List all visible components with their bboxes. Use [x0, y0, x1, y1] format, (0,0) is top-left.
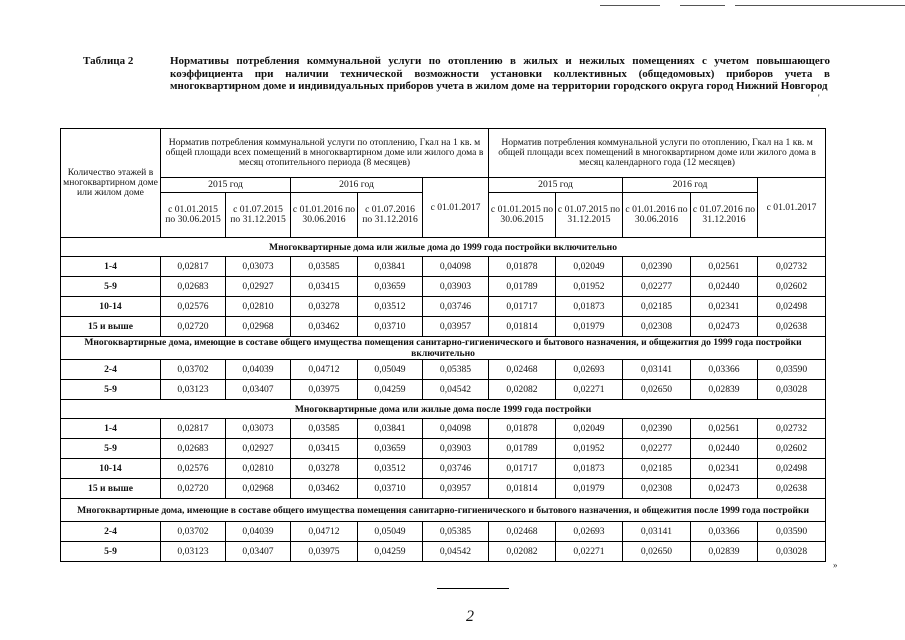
period-header: с 01.07.2016 по 31.12.2016: [358, 193, 423, 238]
floors-cell: 5-9: [61, 542, 161, 562]
value-cell: 0,03975: [291, 542, 358, 562]
value-cell: 0,02638: [758, 317, 826, 337]
value-cell: 0,02498: [758, 459, 826, 479]
value-cell: 0,03975: [291, 380, 358, 400]
value-cell: 0,02561: [691, 419, 758, 439]
value-cell: 0,05385: [423, 522, 489, 542]
table-row: [61, 257, 826, 277]
floors-cell: 15 и выше: [61, 317, 161, 337]
value-cell: 0,02650: [623, 380, 691, 400]
value-cell: 0,03659: [358, 439, 423, 459]
value-cell: 0,03028: [758, 380, 826, 400]
closing-quote-mark: »: [833, 560, 838, 570]
year-header-2015: 2015 год: [161, 178, 291, 193]
value-cell: 0,03746: [423, 459, 489, 479]
table-row: [61, 419, 826, 439]
value-cell: 0,02390: [623, 257, 691, 277]
period-header: с 01.01.2017: [423, 178, 489, 238]
table-row: [61, 277, 826, 297]
value-cell: 0,02082: [489, 542, 556, 562]
value-cell: 0,04259: [358, 542, 423, 562]
value-cell: 0,03407: [226, 542, 291, 562]
floors-cell: 5-9: [61, 277, 161, 297]
value-cell: 0,03073: [226, 419, 291, 439]
table-row: [61, 297, 826, 317]
value-cell: 0,02720: [161, 317, 226, 337]
section-title: Многоквартирные дома, имеющие в составе общего имущества помещения санитарно-гигиенического и бытового назначения, и общежития после 1999 года постройки: [61, 499, 826, 522]
value-cell: 0,02683: [161, 439, 226, 459]
value-cell: 0,01873: [556, 459, 623, 479]
value-cell: 0,03841: [358, 257, 423, 277]
value-cell: 0,02693: [556, 522, 623, 542]
value-cell: 0,03710: [358, 317, 423, 337]
section-header-row: [61, 499, 826, 522]
value-cell: 0,02185: [623, 297, 691, 317]
year-header-2016: 2016 год: [623, 178, 758, 193]
value-cell: 0,02277: [623, 277, 691, 297]
value-cell: 0,02650: [623, 542, 691, 562]
period-header: с 01.07.2015 по 31.12.2015: [556, 193, 623, 238]
value-cell: 0,01789: [489, 277, 556, 297]
floors-cell: 5-9: [61, 439, 161, 459]
period-header: с 01.07.2016 по 31.12.2016: [691, 193, 758, 238]
value-cell: 0,03415: [291, 277, 358, 297]
table-caption-text: Нормативы потребления коммунальной услуги по отоплению в жилых и нежилых помещениях с учетом повышающего коэффициента при наличии технической возможности установки коллективных (общедомовых) приборов учета в многоквартирном доме и индивидуальных приборов учета в жилом доме на территории городского округа город Нижний Новгород: [170, 55, 830, 92]
value-cell: 0,02683: [161, 277, 226, 297]
value-cell: 0,03278: [291, 297, 358, 317]
value-cell: 0,02440: [691, 277, 758, 297]
section-title: Многоквартирные дома или жилые дома до 1999 года постройки включительно: [61, 238, 826, 257]
value-cell: 0,01878: [489, 419, 556, 439]
value-cell: 0,03141: [623, 522, 691, 542]
value-cell: 0,02817: [161, 257, 226, 277]
value-cell: 0,03659: [358, 277, 423, 297]
value-cell: 0,01952: [556, 439, 623, 459]
section-title: Многоквартирные дома, имеющие в составе общего имущества помещения санитарно-гигиенического и бытового назначения, и общежития до 1999 года постройки включительно: [61, 337, 826, 360]
value-cell: 0,02839: [691, 380, 758, 400]
value-cell: 0,02576: [161, 459, 226, 479]
value-cell: 0,03462: [291, 317, 358, 337]
value-cell: 0,02602: [758, 277, 826, 297]
value-cell: 0,02927: [226, 277, 291, 297]
value-cell: 0,02693: [556, 360, 623, 380]
floors-cell: 5-9: [61, 380, 161, 400]
value-cell: 0,02810: [226, 459, 291, 479]
table-row: [61, 459, 826, 479]
value-cell: 0,02968: [226, 479, 291, 499]
value-cell: 0,02341: [691, 459, 758, 479]
value-cell: 0,05049: [358, 360, 423, 380]
value-cell: 0,03028: [758, 542, 826, 562]
value-cell: 0,03903: [423, 439, 489, 459]
value-cell: 0,03585: [291, 257, 358, 277]
value-cell: 0,02810: [226, 297, 291, 317]
year-header-2015: 2015 год: [489, 178, 623, 193]
page-number: 2: [466, 608, 474, 625]
value-cell: 0,02049: [556, 419, 623, 439]
value-cell: 0,03903: [423, 277, 489, 297]
value-cell: 0,03366: [691, 360, 758, 380]
value-cell: 0,03073: [226, 257, 291, 277]
value-cell: 0,03123: [161, 542, 226, 562]
table-row: [61, 522, 826, 542]
period-header: с 01.01.2016 по 30.06.2016: [291, 193, 358, 238]
value-cell: 0,04098: [423, 419, 489, 439]
separator-line: [437, 588, 509, 589]
value-cell: 0,03841: [358, 419, 423, 439]
value-cell: 0,05385: [423, 360, 489, 380]
value-cell: 0,04098: [423, 257, 489, 277]
floors-cell: 15 и выше: [61, 479, 161, 499]
value-cell: 0,03702: [161, 522, 226, 542]
value-cell: 0,03462: [291, 479, 358, 499]
value-cell: 0,02927: [226, 439, 291, 459]
scan-edge-line: [680, 5, 725, 6]
table-row: [61, 360, 826, 380]
table-row: [61, 317, 826, 337]
scan-edge-line: [735, 5, 905, 6]
section-header-row: [61, 238, 826, 257]
value-cell: 0,01814: [489, 317, 556, 337]
value-cell: 0,04039: [226, 522, 291, 542]
value-cell: 0,03512: [358, 297, 423, 317]
group-header-heating-period: Норматив потребления коммунальной услуги по отоплению, Гкал на 1 кв. м общей площади всех помещений в многоквартирном доме или жилого дома в месяц отопительного периода (8 месяцев): [161, 129, 489, 178]
value-cell: 0,02839: [691, 542, 758, 562]
value-cell: 0,02561: [691, 257, 758, 277]
value-cell: 0,02440: [691, 439, 758, 459]
value-cell: 0,03702: [161, 360, 226, 380]
value-cell: 0,03590: [758, 522, 826, 542]
value-cell: 0,05049: [358, 522, 423, 542]
table-row: [61, 380, 826, 400]
value-cell: 0,02576: [161, 297, 226, 317]
value-cell: 0,04039: [226, 360, 291, 380]
value-cell: 0,04712: [291, 522, 358, 542]
value-cell: 0,02468: [489, 522, 556, 542]
value-cell: 0,02271: [556, 380, 623, 400]
floors-cell: 1-4: [61, 257, 161, 277]
value-cell: 0,02473: [691, 479, 758, 499]
floors-cell: 1-4: [61, 419, 161, 439]
value-cell: 0,02473: [691, 317, 758, 337]
floors-cell: 2-4: [61, 522, 161, 542]
floors-cell: 10-14: [61, 459, 161, 479]
group-header-calendar-year: Норматив потребления коммунальной услуги по отоплению, Гкал на 1 кв. м общей площади всех помещений в многоквартирном доме или жилого дома в месяц календарного года (12 месяцев): [489, 129, 826, 178]
row-label-header: Количество этажей в многоквартирном доме или жилом доме: [61, 129, 161, 238]
value-cell: 0,03746: [423, 297, 489, 317]
value-cell: 0,01717: [489, 459, 556, 479]
scan-edge-line: [600, 5, 660, 6]
value-cell: 0,02968: [226, 317, 291, 337]
table-caption-label: Таблица 2: [83, 55, 134, 67]
value-cell: 0,01717: [489, 297, 556, 317]
period-header: с 01.01.2015 по 30.06.2015: [161, 193, 226, 238]
section-header-row: [61, 400, 826, 419]
value-cell: 0,02308: [623, 317, 691, 337]
value-cell: 0,02341: [691, 297, 758, 317]
value-cell: 0,02468: [489, 360, 556, 380]
value-cell: 0,03278: [291, 459, 358, 479]
value-cell: 0,04259: [358, 380, 423, 400]
value-cell: 0,03415: [291, 439, 358, 459]
tick-mark: ': [818, 93, 820, 103]
value-cell: 0,02732: [758, 419, 826, 439]
period-header: с 01.01.2016 по 30.06.2016: [623, 193, 691, 238]
value-cell: 0,02185: [623, 459, 691, 479]
value-cell: 0,01979: [556, 479, 623, 499]
value-cell: 0,03123: [161, 380, 226, 400]
value-cell: 0,02638: [758, 479, 826, 499]
value-cell: 0,01873: [556, 297, 623, 317]
value-cell: 0,02277: [623, 439, 691, 459]
value-cell: 0,01878: [489, 257, 556, 277]
section-title: Многоквартирные дома или жилые дома после 1999 года постройки: [61, 400, 826, 419]
value-cell: 0,03407: [226, 380, 291, 400]
value-cell: 0,01979: [556, 317, 623, 337]
value-cell: 0,01814: [489, 479, 556, 499]
section-header-row: [61, 337, 826, 360]
value-cell: 0,02602: [758, 439, 826, 459]
floors-cell: 2-4: [61, 360, 161, 380]
value-cell: 0,02308: [623, 479, 691, 499]
value-cell: 0,02732: [758, 257, 826, 277]
value-cell: 0,03710: [358, 479, 423, 499]
table-row: [61, 542, 826, 562]
value-cell: 0,02817: [161, 419, 226, 439]
table-row: [61, 479, 826, 499]
value-cell: 0,03957: [423, 479, 489, 499]
period-header: с 01.01.2015 по 30.06.2015: [489, 193, 556, 238]
year-header-2016: 2016 год: [291, 178, 423, 193]
value-cell: 0,03366: [691, 522, 758, 542]
value-cell: 0,04542: [423, 542, 489, 562]
value-cell: 0,04542: [423, 380, 489, 400]
value-cell: 0,03957: [423, 317, 489, 337]
value-cell: 0,02390: [623, 419, 691, 439]
value-cell: 0,03585: [291, 419, 358, 439]
period-header: с 01.01.2017: [758, 178, 826, 238]
value-cell: 0,03512: [358, 459, 423, 479]
floors-cell: 10-14: [61, 297, 161, 317]
value-cell: 0,02720: [161, 479, 226, 499]
value-cell: 0,01789: [489, 439, 556, 459]
value-cell: 0,03590: [758, 360, 826, 380]
value-cell: 0,02271: [556, 542, 623, 562]
value-cell: 0,03141: [623, 360, 691, 380]
value-cell: 0,02082: [489, 380, 556, 400]
norms-table: [60, 128, 826, 562]
period-header: с 01.07.2015 по 31.12.2015: [226, 193, 291, 238]
value-cell: 0,04712: [291, 360, 358, 380]
value-cell: 0,02049: [556, 257, 623, 277]
table-row: [61, 439, 826, 459]
value-cell: 0,02498: [758, 297, 826, 317]
value-cell: 0,01952: [556, 277, 623, 297]
